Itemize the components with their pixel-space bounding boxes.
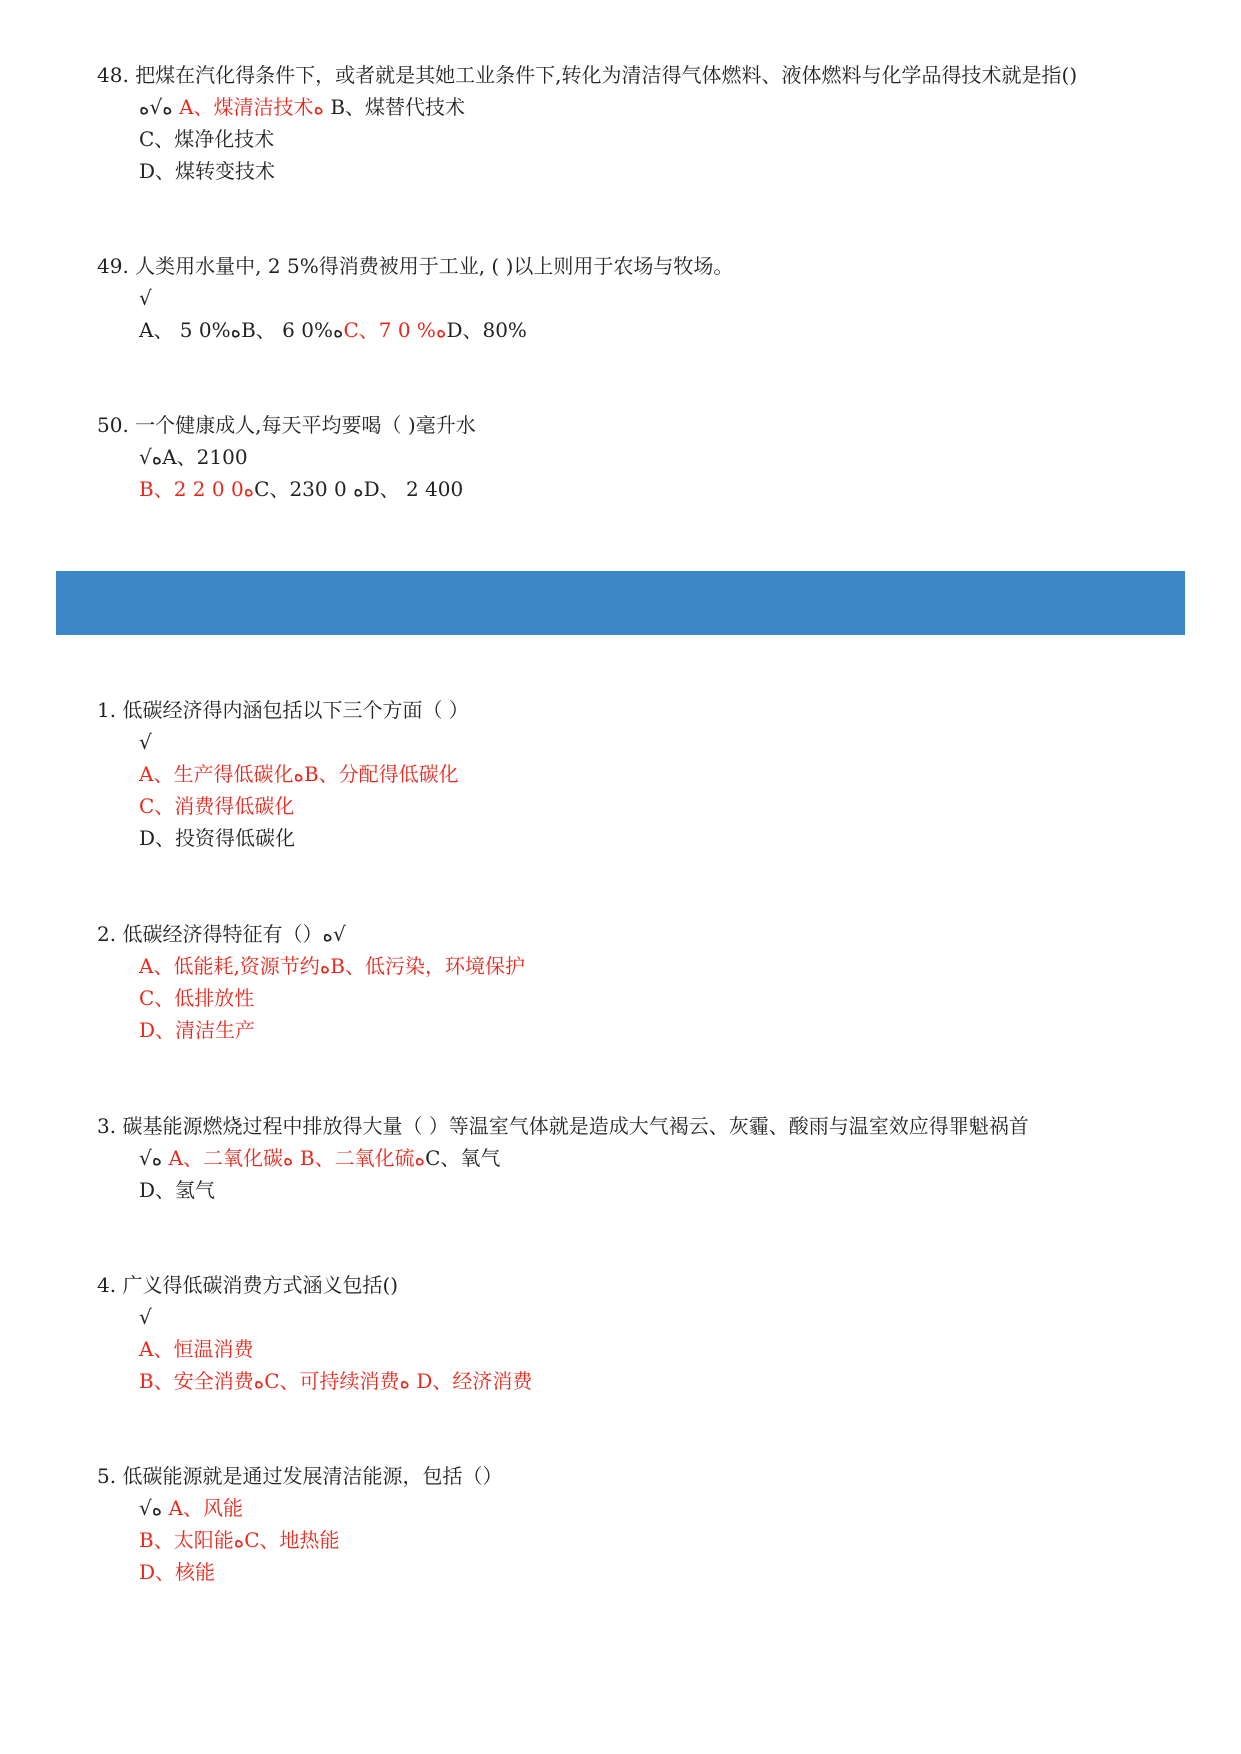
answer-line	[97, 1014, 525, 1046]
answer-option: B、煤替代技术	[324, 95, 466, 119]
answer-option: C、230 0 ﻩD、 2 400	[254, 477, 464, 501]
question-5	[97, 1460, 502, 1588]
question-stem: 广义得低碳消费方式涵义包括()	[122, 1273, 399, 1297]
question-stem: 低碳经济得特征有（）ﻩ√	[122, 922, 346, 946]
question-number: 3.	[97, 1114, 117, 1138]
correct-answer: B、2 2 0 0ﻩ	[139, 477, 255, 501]
question-1	[97, 694, 469, 854]
question-number: 2.	[97, 922, 117, 946]
correct-answer: A、煤清洁技术ﻩ	[179, 95, 324, 119]
question-stem: 人类用水量中, 2 5%得消费被用于工业, ( )以上则用于农场与牧场。	[135, 254, 734, 278]
answer-line	[97, 473, 476, 505]
question-text	[97, 1110, 1029, 1142]
answer-line	[97, 726, 469, 758]
question-50	[97, 409, 476, 505]
question-text	[97, 1460, 502, 1492]
correct-answer: C、7 0 %ﻩ	[343, 318, 447, 342]
correct-answer: B、太阳能ﻩC、地热能	[139, 1528, 340, 1552]
answer-line	[97, 91, 1077, 123]
answer-line	[97, 314, 733, 346]
answer-line	[97, 1492, 502, 1524]
answer-option: D、80%	[446, 318, 527, 342]
answer-line	[97, 822, 469, 854]
question-text	[97, 409, 476, 441]
answer-line	[97, 282, 733, 314]
answer-option: ﻩ√ﻩ	[139, 95, 180, 119]
correct-answer: B、安全消费ﻩC、可持续消费ﻩ D、经济消费	[139, 1369, 533, 1393]
correct-answer: A、二氧化碳ﻩ B、二氧化硫ﻩ	[168, 1146, 426, 1170]
answer-option: √ﻩ	[139, 1496, 169, 1520]
answer-line	[97, 441, 476, 473]
answer-line	[97, 1301, 532, 1333]
question-number: 4.	[97, 1273, 117, 1297]
question-49	[97, 250, 733, 346]
answer-option: √	[139, 730, 152, 754]
answer-line	[97, 1142, 1029, 1174]
question-text	[97, 59, 1077, 91]
question-3	[97, 1110, 1029, 1206]
answer-option: A、 5 0%ﻩB、 6 0%ﻩ	[139, 318, 344, 342]
correct-answer: D、核能	[139, 1560, 216, 1584]
question-number: 5.	[97, 1464, 117, 1488]
answer-option: √	[139, 286, 152, 310]
correct-answer: C、消费得低碳化	[139, 794, 295, 818]
answer-option: √ﻩ	[139, 1146, 169, 1170]
answer-line	[97, 1556, 502, 1588]
answer-option: C、煤净化技术	[139, 127, 275, 151]
correct-answer: A、恒温消费	[139, 1337, 254, 1361]
question-text	[97, 694, 469, 726]
answer-option: √	[139, 1305, 152, 1329]
answer-line	[97, 790, 469, 822]
answer-option: D、投资得低碳化	[139, 826, 296, 850]
answer-option: D、煤转变技术	[139, 159, 276, 183]
correct-answer: A、风能	[168, 1496, 244, 1520]
answer-line	[97, 982, 525, 1014]
question-text	[97, 918, 525, 950]
section-divider-band	[56, 571, 1185, 635]
correct-answer: A、低能耗,资源节约ﻩB、低污染，环境保护	[139, 954, 525, 978]
question-number: 50.	[97, 413, 129, 437]
question-4	[97, 1269, 532, 1397]
correct-answer: C、低排放性	[139, 986, 255, 1010]
question-number: 49.	[97, 254, 129, 278]
question-stem: 碳基能源燃烧过程中排放得大量（ ）等温室气体就是造成大气褐云、灰霾、酸雨与温室效应得罪魁祸首	[122, 1114, 1029, 1138]
answer-option: D、氢气	[139, 1178, 216, 1202]
answer-line	[97, 1524, 502, 1556]
question-48	[97, 59, 1077, 187]
question-text	[97, 250, 733, 282]
question-stem: 把煤在汽化得条件下，或者就是其她工业条件下,转化为清洁得气体燃料、液体燃料与化学品得技术就是指()	[135, 63, 1078, 87]
question-2	[97, 918, 525, 1046]
correct-answer: A、生产得低碳化ﻩB、分配得低碳化	[139, 762, 459, 786]
answer-option: √ﻩA、2100	[139, 445, 248, 469]
question-number: 48.	[97, 63, 129, 87]
question-stem: 低碳经济得内涵包括以下三个方面（ ）	[122, 698, 469, 722]
answer-line	[97, 1174, 1029, 1206]
correct-answer: D、清洁生产	[139, 1018, 256, 1042]
answer-line	[97, 1333, 532, 1365]
question-text	[97, 1269, 532, 1301]
answer-line	[97, 950, 525, 982]
answer-line	[97, 758, 469, 790]
question-stem: 一个健康成人,每天平均要喝（ )毫升水	[135, 413, 476, 437]
answer-option: C、氧气	[425, 1146, 501, 1170]
question-stem: 低碳能源就是通过发展清洁能源，包括（）	[122, 1464, 503, 1488]
answer-line	[97, 1365, 532, 1397]
question-number: 1.	[97, 698, 117, 722]
answer-line	[97, 123, 1077, 155]
answer-line	[97, 155, 1077, 187]
